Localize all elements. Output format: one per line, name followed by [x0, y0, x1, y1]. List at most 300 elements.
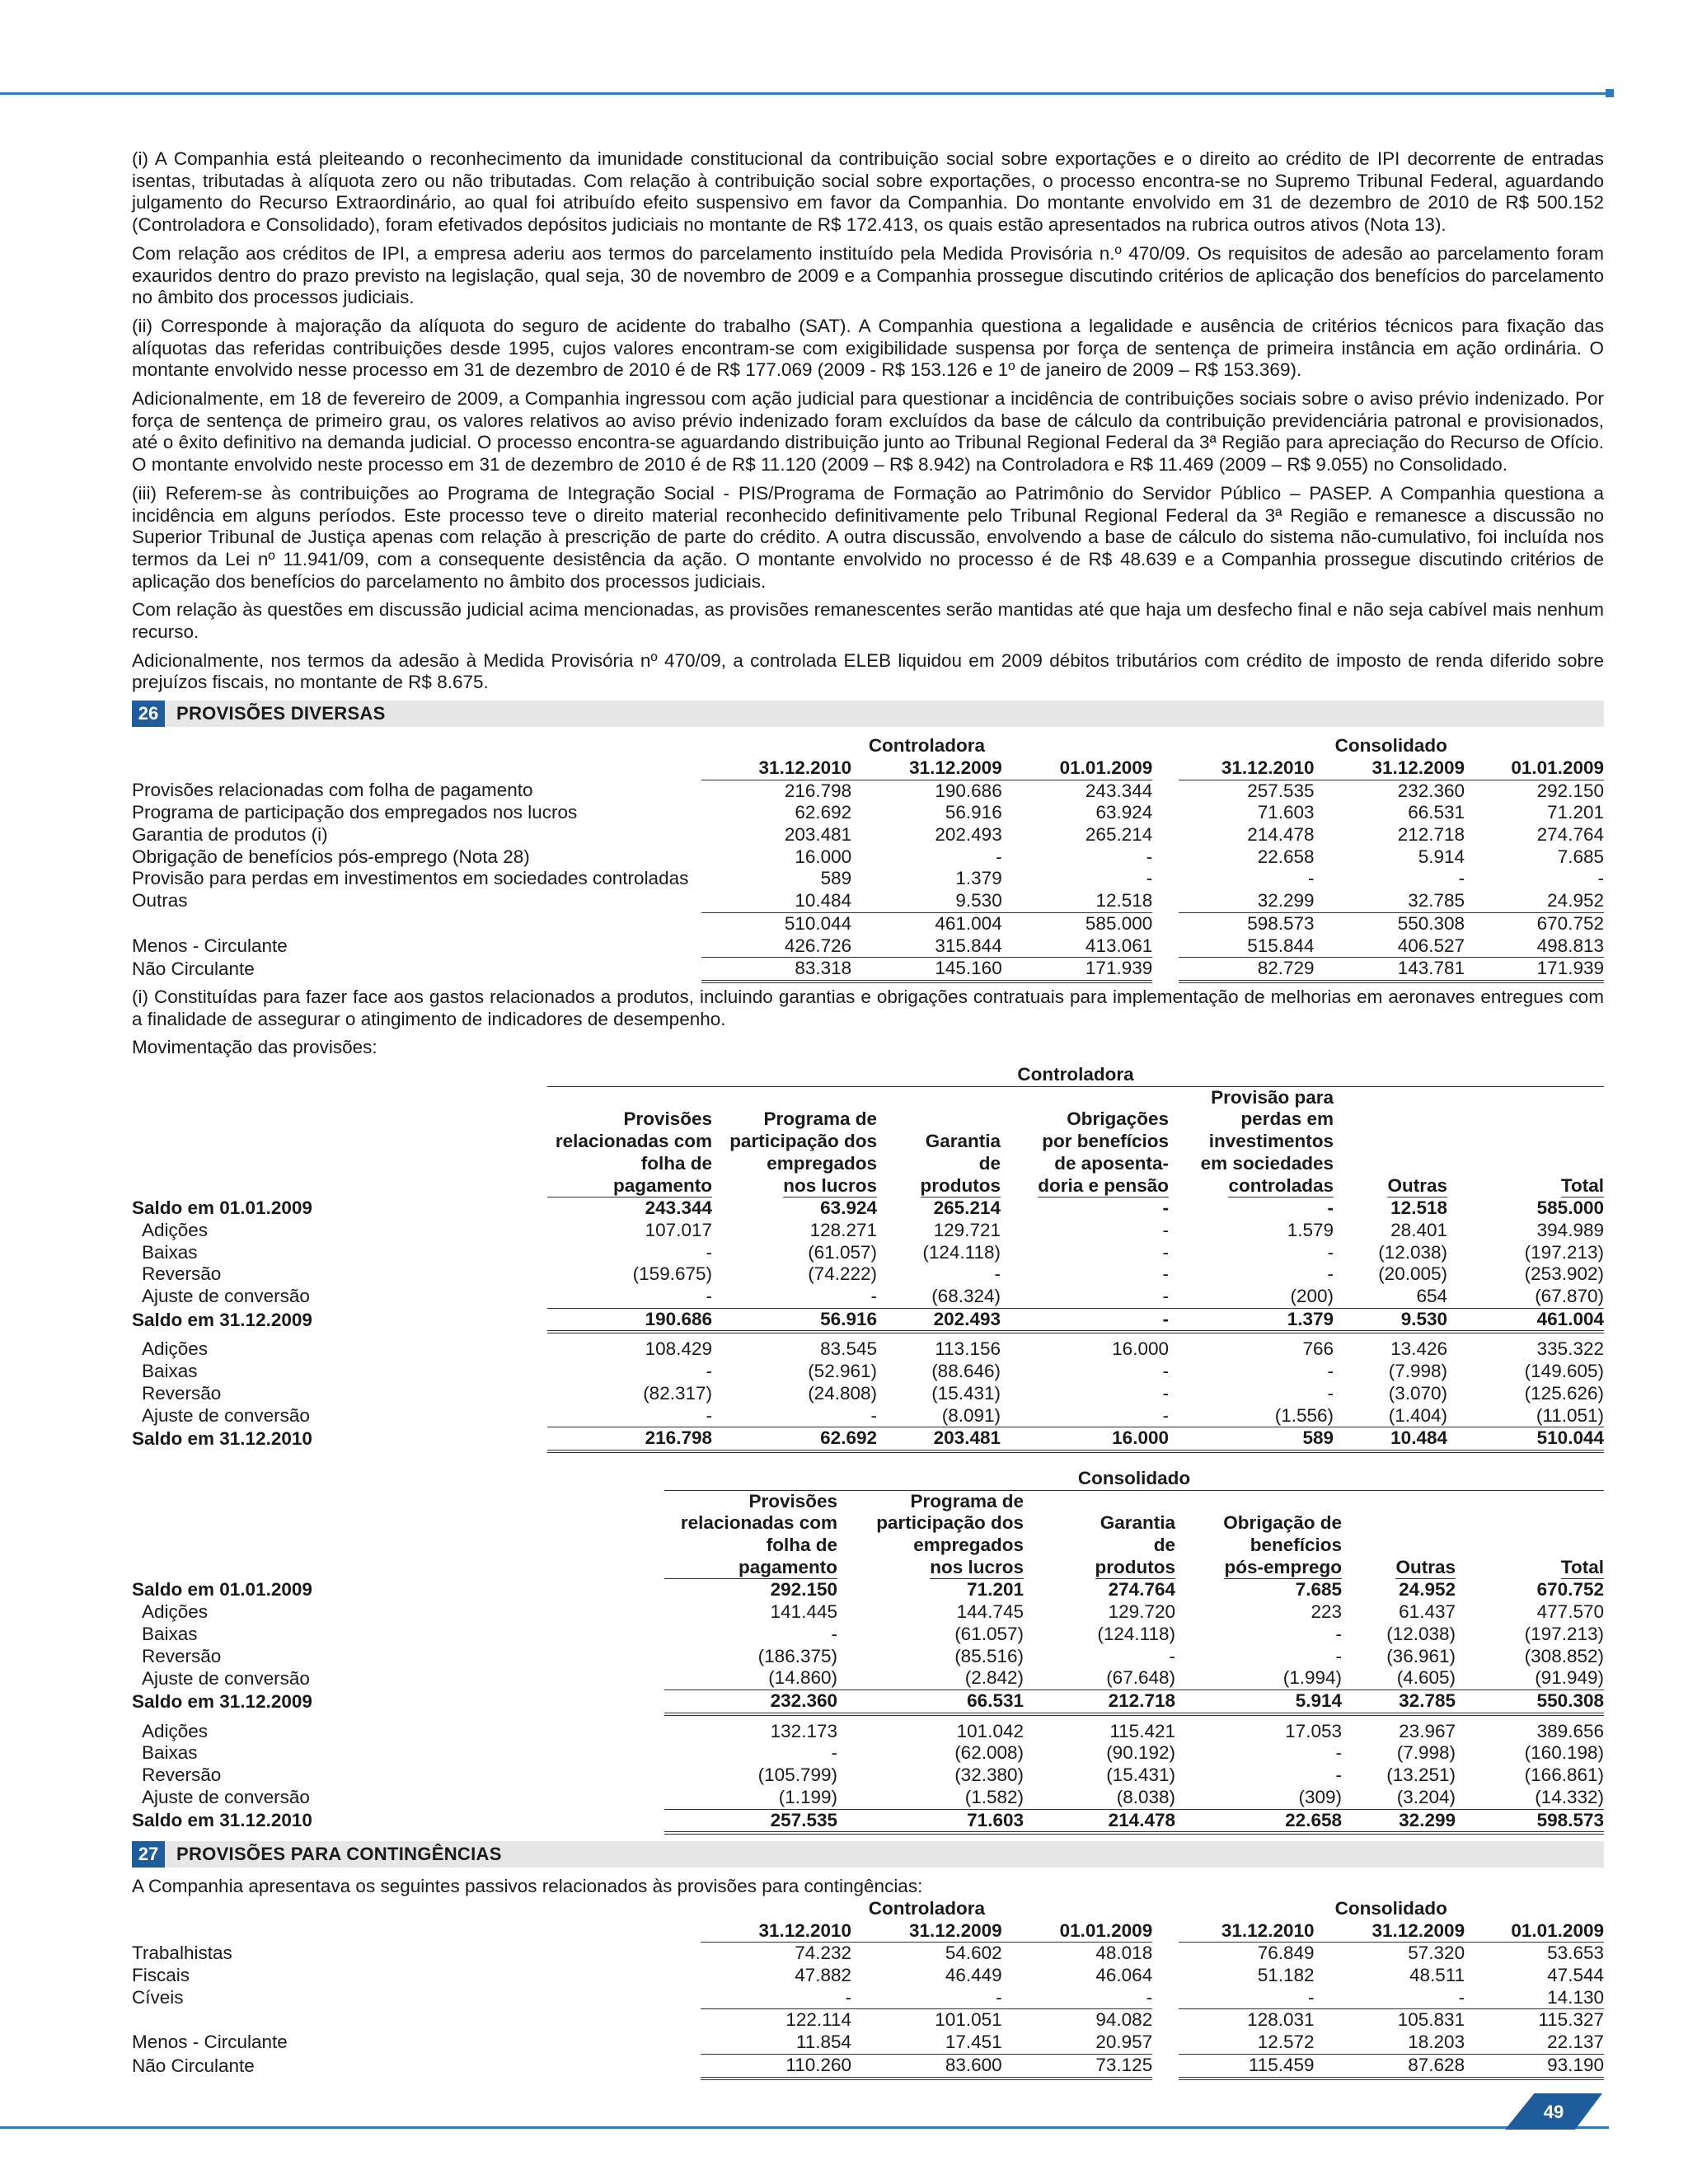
spacer: [1152, 868, 1178, 890]
cell-value: 48.511: [1409, 1965, 1465, 1986]
cell-value: 292.150: [1536, 780, 1604, 801]
cell-value: 66.531: [1408, 802, 1465, 823]
cell-value: -: [706, 1361, 712, 1382]
row-label: Adições: [142, 1338, 209, 1360]
cell-value: 585.000: [1085, 912, 1153, 934]
cell-value: (308.852): [1524, 1645, 1604, 1666]
cell-value: (8.091): [877, 1405, 1001, 1427]
header-line: de aposenta-: [1054, 1152, 1169, 1174]
cell-value: (124.118): [1097, 1623, 1175, 1644]
header-line: de: [1153, 1535, 1175, 1556]
movement-controladora-table: [132, 1064, 1604, 1453]
cell-value: -: [1179, 1987, 1315, 2009]
table-row: [132, 846, 1604, 869]
cell-value: (186.375): [757, 1645, 837, 1666]
cell-value: -: [1162, 1361, 1169, 1382]
group-consolidado: Consolidado: [1334, 1897, 1447, 1919]
table-corner: [132, 757, 701, 780]
cell-value: 16.000: [1112, 1338, 1169, 1360]
header-line: Provisão para: [1211, 1086, 1334, 1108]
cell-value: 171.939: [1465, 958, 1604, 982]
cell-value: 1.579: [1287, 1219, 1334, 1240]
table-row: [132, 1338, 1604, 1361]
table-corner: [132, 1086, 547, 1197]
row-label: Outras: [132, 890, 188, 912]
cell-value: 243.344: [645, 1197, 712, 1219]
row-label: Saldo em 31.12.2010: [132, 1810, 312, 1831]
cell-value: 406.527: [1315, 935, 1465, 958]
table-corner: [132, 1920, 701, 1943]
spacer: [1152, 958, 1178, 982]
cell-value: 243.344: [1085, 780, 1153, 801]
cell-value: 23.967: [1399, 1720, 1456, 1741]
cell-value: 51.182: [1257, 1965, 1315, 1986]
cell-value: 171.939: [1002, 958, 1153, 982]
cell-value: 22.658: [1257, 846, 1315, 867]
intro-paragraph: Adicionalmente, nos termos da adesão à Medida Provisória nº 470/09, a controlada ELEB liquidou em 2009 débitos tributários com crédito de imposto de renda diferido sobre prejuízos fiscais, no montante de R$ 8.675.: [132, 649, 1604, 693]
cell-value: 62.692: [712, 1427, 877, 1451]
header-line: Provisões: [623, 1108, 712, 1130]
row-label: Ajuste de conversão: [142, 1404, 310, 1426]
cell-value: 598.573: [1247, 912, 1315, 934]
column-header: 01.01.2009: [1465, 757, 1604, 780]
table-row: [132, 1308, 1604, 1332]
row-label: Reversão: [142, 1765, 222, 1786]
cell-value: (105.799): [757, 1765, 837, 1786]
cell-value: 115.327: [1538, 2009, 1604, 2031]
row-label: Saldo em 31.12.2009: [132, 1309, 312, 1330]
cell-value: -: [1002, 1987, 1153, 2009]
header-line: investimentos: [1208, 1131, 1334, 1152]
cell-value: 48.018: [1095, 1943, 1153, 1964]
cell-value: (197.213): [1524, 1623, 1604, 1644]
cell-value: 461.004: [935, 912, 1002, 934]
section-27-intro: A Companhia apresentava os seguintes passivos relacionados às provisões para contingências:: [132, 1876, 923, 1897]
cell-value: 53.653: [1547, 1943, 1604, 1964]
cell-value: 141.445: [770, 1601, 837, 1623]
column-header: 01.01.2009: [1002, 1920, 1153, 1943]
cell-value: (15.431): [931, 1382, 1001, 1404]
table-row: [132, 1405, 1604, 1427]
cell-value: 57.320: [1408, 1943, 1465, 1964]
row-label: Baixas: [142, 1241, 198, 1263]
cell-value: -: [831, 1623, 837, 1644]
header-line: nos lucros: [930, 1557, 1024, 1580]
cell-value: (74.222): [808, 1263, 877, 1285]
cell-value: -: [712, 1286, 877, 1308]
cell-value: 202.493: [935, 823, 1002, 845]
cell-value: 214.478: [1247, 823, 1315, 845]
spacer: [1152, 1943, 1178, 1965]
row-label: Ajuste de conversão: [142, 1667, 310, 1689]
cell-value: 129.721: [933, 1219, 1001, 1240]
cell-value: 47.882: [795, 1965, 852, 1986]
column-header: 01.01.2009: [1002, 757, 1153, 780]
cell-value: (7.998): [1388, 1361, 1447, 1382]
row-label: Não Circulante: [132, 958, 255, 979]
header-line: perdas em: [1240, 1108, 1334, 1130]
row-label: Não Circulante: [132, 2055, 255, 2076]
cell-value: -: [1162, 1263, 1169, 1285]
cell-value: -: [712, 1405, 877, 1427]
cell-value: 216.798: [547, 1427, 712, 1451]
table-row: [132, 890, 1604, 912]
cell-value: -: [1162, 1241, 1169, 1263]
cell-value: -: [996, 846, 1002, 867]
column-header: [837, 1490, 1024, 1579]
row-label: Reversão: [142, 1382, 222, 1404]
section-27-title: PROVISÕES PARA CONTINGÊNCIAS: [176, 1843, 502, 1864]
top-rule-dot: [1606, 89, 1614, 97]
cell-value: 105.831: [1397, 2009, 1465, 2031]
cell-value: 190.686: [935, 780, 1002, 801]
cell-value: 203.481: [877, 1427, 1001, 1451]
cell-value: 274.764: [1108, 1579, 1175, 1601]
cell-value: (3.070): [1388, 1382, 1447, 1404]
cell-value: 71.603: [1257, 802, 1315, 823]
cell-value: 212.718: [1397, 823, 1465, 845]
bottom-rule: [0, 2126, 1609, 2129]
header-line: Provisões: [748, 1490, 837, 1511]
cell-value: -: [1169, 1645, 1175, 1666]
cell-value: 335.322: [1536, 1338, 1604, 1360]
cell-value: 46.064: [1095, 1965, 1153, 1986]
row-gap: [132, 1332, 1604, 1338]
header-line: produtos: [921, 1175, 1001, 1198]
column-header: [712, 1086, 877, 1197]
cell-value: (159.675): [632, 1263, 712, 1285]
cell-value: -: [1335, 1742, 1342, 1764]
cell-value: (124.118): [922, 1241, 1001, 1263]
cell-value: 145.160: [851, 958, 1002, 982]
cell-value: 83.318: [701, 958, 852, 982]
header-line: empregados: [913, 1535, 1024, 1556]
table-row: [132, 1721, 1604, 1743]
cell-value: 550.308: [1456, 1690, 1604, 1714]
cell-value: (8.038): [1024, 1787, 1175, 1809]
cell-value: 144.745: [956, 1601, 1024, 1623]
cell-value: 73.125: [1002, 2054, 1153, 2078]
group-consolidado: Consolidado: [1334, 735, 1447, 757]
movement-consolidado-table: [132, 1468, 1604, 1835]
column-header: [1447, 1086, 1604, 1197]
contingencias-table: [132, 1898, 1604, 2080]
column-header: [1001, 1086, 1169, 1197]
cell-value: (36.961): [1386, 1645, 1456, 1666]
header-line: folha de pagamento: [547, 1153, 712, 1197]
table-row: [132, 1579, 1604, 1601]
row-label: Menos - Circulante: [132, 935, 288, 956]
cell-value: (88.646): [931, 1361, 1001, 1382]
cell-value: 82.729: [1179, 958, 1315, 982]
column-header: [1169, 1086, 1334, 1197]
cell-value: (1.556): [1169, 1405, 1334, 1427]
table-row: [132, 1943, 1604, 1965]
cell-value: (2.842): [837, 1667, 1024, 1690]
header-line: Programa de: [763, 1108, 877, 1130]
table-row: [132, 1646, 1604, 1668]
cell-value: (200): [1169, 1286, 1334, 1308]
cell-value: 13.426: [1390, 1338, 1447, 1360]
cell-value: (32.380): [954, 1765, 1024, 1786]
spacer: [1152, 802, 1178, 824]
table-row: [132, 1787, 1604, 1809]
cell-value: -: [1162, 1197, 1169, 1219]
table-row: [132, 1197, 1604, 1220]
table-row: [132, 935, 1604, 958]
cell-value: (125.626): [1524, 1382, 1604, 1404]
table-row: [132, 1987, 1604, 2009]
column-header: [1342, 1490, 1456, 1579]
cell-value: 232.360: [1397, 780, 1465, 801]
cell-value: (12.038): [1386, 1623, 1456, 1644]
row-label: Obrigação de benefícios pós-emprego (Nota 28): [132, 846, 530, 867]
table-row: [132, 1667, 1604, 1690]
cell-value: 94.082: [1095, 2009, 1153, 2031]
cell-value: 83.600: [851, 2054, 1002, 2078]
spacer: [1152, 846, 1178, 869]
cell-value: 413.061: [1002, 935, 1153, 958]
spacer: [1152, 2032, 1178, 2054]
section-27-header: [132, 1841, 1604, 1868]
cell-value: -: [831, 1742, 837, 1764]
row-label: Menos - Circulante: [132, 2032, 288, 2053]
header-line: por benefícios: [1042, 1131, 1169, 1152]
cell-value: (15.431): [1106, 1765, 1175, 1786]
cell-value: 101.042: [956, 1720, 1024, 1741]
cell-value: (1.994): [1175, 1667, 1342, 1690]
cell-value: 7.685: [1557, 846, 1604, 867]
cell-value: (253.902): [1524, 1263, 1604, 1285]
cell-value: 83.545: [820, 1338, 877, 1360]
cell-value: (82.317): [643, 1382, 712, 1404]
cell-value: 71.201: [967, 1579, 1024, 1601]
header-line: Obrigação de: [1223, 1512, 1342, 1534]
cell-value: (90.192): [1106, 1742, 1175, 1764]
cell-value: 113.156: [935, 1338, 1001, 1360]
cell-value: (68.324): [877, 1286, 1001, 1308]
cell-value: -: [1001, 1308, 1169, 1332]
section-26-number: 26: [132, 701, 165, 727]
cell-value: (13.251): [1386, 1765, 1456, 1786]
header-line: Outras: [1395, 1557, 1456, 1580]
column-header: 31.12.2009: [1315, 1920, 1465, 1943]
column-header: [664, 1490, 837, 1579]
cell-value: 315.844: [851, 935, 1002, 958]
cell-value: -: [1315, 1987, 1465, 2009]
column-header: 31.12.2009: [1315, 757, 1465, 780]
cell-value: 32.299: [1179, 890, 1315, 912]
header-line: Garantia: [1100, 1512, 1175, 1534]
header-line: participação dos: [876, 1512, 1024, 1534]
cell-value: 129.720: [1108, 1601, 1175, 1623]
cell-value: -: [1327, 1263, 1334, 1285]
cell-value: 223: [1311, 1601, 1342, 1623]
spacer: [1152, 2009, 1178, 2032]
cell-value: 32.785: [1315, 890, 1465, 912]
row-label: Saldo em 01.01.2009: [132, 1197, 312, 1219]
row-label: Reversão: [142, 1263, 222, 1285]
table-row: [132, 1263, 1604, 1286]
column-header: 31.12.2009: [851, 757, 1002, 780]
spacer: [1152, 780, 1178, 802]
header-line: Programa de: [910, 1490, 1024, 1511]
table-row: [132, 802, 1604, 824]
cell-value: -: [994, 1263, 1001, 1285]
table-row: [132, 2054, 1604, 2078]
cell-value: 20.957: [1002, 2032, 1153, 2054]
cell-value: 477.570: [1536, 1601, 1604, 1623]
spacer: [1152, 1965, 1178, 1987]
cell-value: 292.150: [770, 1579, 837, 1601]
cell-value: 76.849: [1257, 1943, 1315, 1964]
intro-paragraph: (ii) Corresponde à majoração da alíquota do seguro de acidente do trabalho (SAT). A Companhia questiona a legalidade e ausência de critérios técnicos para fixação das alíquotas das referidas contribuições desde 1995, cujos valores encontram-se com exigibilidade suspensa por força de sentença de primeira instância em ação ordinária. O montante envolvido nesse processo em 31 de dezembro de 2010 é de R$ 177.069 (2009 - R$ 153.126 e 1º de janeiro de 2009 – R$ 153.369).: [132, 315, 1604, 381]
cell-value: 101.051: [935, 2009, 1002, 2031]
cell-value: (4.605): [1342, 1667, 1456, 1690]
cell-value: 265.214: [1085, 823, 1153, 845]
cell-value: 10.484: [1334, 1427, 1447, 1451]
cell-value: 32.785: [1342, 1690, 1456, 1714]
column-header: [1024, 1490, 1175, 1579]
cell-value: 515.844: [1179, 935, 1315, 958]
cell-value: 10.484: [701, 890, 852, 912]
table-row: [132, 1690, 1604, 1714]
cell-value: (24.808): [808, 1382, 877, 1404]
column-header: [1456, 1490, 1604, 1579]
cell-value: 18.203: [1315, 2032, 1465, 2054]
cell-value: 461.004: [1447, 1308, 1604, 1332]
row-label: Adições: [142, 1601, 209, 1623]
spacer: [1152, 757, 1178, 780]
cell-value: -: [1146, 846, 1153, 867]
row-label: Saldo em 31.12.2009: [132, 1690, 312, 1712]
cell-value: 22.658: [1175, 1809, 1342, 1833]
cell-value: 5.914: [1175, 1690, 1342, 1714]
column-header: [1334, 1086, 1447, 1197]
cell-value: -: [1146, 868, 1153, 889]
row-label: Provisão para perdas em investimentos em sociedades controladas: [132, 868, 689, 889]
cell-value: 66.531: [837, 1690, 1024, 1714]
header-line: de: [978, 1152, 1001, 1174]
cell-value: 128.031: [1247, 2009, 1315, 2031]
cell-value: 24.952: [1465, 890, 1604, 912]
row-label: Ajuste de conversão: [142, 1787, 310, 1808]
cell-value: 12.572: [1179, 2032, 1315, 2054]
header-line: produtos: [1095, 1557, 1175, 1580]
cell-value: 265.214: [933, 1197, 1001, 1219]
section-27-number: 27: [132, 1841, 165, 1868]
cell-value: 16.000: [1001, 1427, 1169, 1451]
row-label: Cíveis: [132, 1986, 184, 2008]
cell-value: 190.686: [547, 1308, 712, 1332]
header-line: relacionadas com: [555, 1131, 712, 1152]
page-number: 49: [1543, 2102, 1564, 2122]
cell-value: 589: [1169, 1427, 1334, 1451]
cell-value: 108.429: [645, 1338, 712, 1360]
cell-value: 9.530: [1334, 1308, 1447, 1332]
table-row: [132, 1361, 1604, 1383]
header-line: nos lucros: [783, 1175, 877, 1198]
cell-value: -: [701, 1987, 851, 2009]
table-row: [132, 2009, 1604, 2032]
cell-value: (1.199): [664, 1787, 837, 1809]
table-row: [132, 1383, 1604, 1405]
section-26-note: (i) Constituídas para fazer face aos gastos relacionados a produtos, incluindo garantias e obrigações contratuais para implementação de melhorias em aeronaves entregues com a finalidade de assegurar o atingimento de indicadores de desempenho.: [132, 986, 1604, 1029]
cell-value: (1.404): [1334, 1405, 1447, 1427]
cell-value: (62.008): [954, 1742, 1024, 1764]
cell-value: (11.051): [1447, 1405, 1604, 1427]
cell-value: 5.914: [1418, 846, 1465, 867]
row-label: Adições: [142, 1720, 209, 1741]
cell-value: 93.190: [1465, 2054, 1604, 2078]
cell-value: 74.232: [795, 1943, 852, 1964]
table-row: [132, 824, 1604, 846]
cell-value: -: [1001, 1405, 1169, 1427]
cell-value: 132.173: [770, 1720, 837, 1741]
cell-value: 12.518: [1002, 890, 1153, 912]
cell-value: 22.137: [1465, 2032, 1604, 2054]
cell-value: (7.998): [1396, 1742, 1456, 1764]
cell-value: 110.260: [701, 2054, 851, 2078]
cell-value: 28.401: [1390, 1219, 1447, 1240]
cell-value: (91.949): [1456, 1667, 1604, 1690]
cell-value: 585.000: [1536, 1197, 1604, 1219]
column-header: [877, 1086, 1001, 1197]
cell-value: 12.518: [1390, 1197, 1447, 1219]
cell-value: -: [547, 1286, 712, 1308]
header-line: relacionadas com: [680, 1512, 837, 1534]
cell-value: -: [706, 1241, 712, 1263]
intro-paragraphs: [132, 148, 1604, 694]
cell-value: 87.628: [1315, 2054, 1465, 2078]
intro-paragraph: Adicionalmente, em 18 de fevereiro de 2009, a Companhia ingressou com ação judicial para questionar a incidência de contribuições sociais sobre o aviso prévio indenizado. Por força de sentença de primeiro grau, os valores relativos ao aviso prévio indenizado foram excluídos da base de cálculo da contribuição previdenciária patronal e provisionados, até o êxito definitivo na demanda judicial. O processo encontra-se aguardando distribuição junto ao Tribunal Regional Federal da 3ª Região para apreciação do Recurso de Ofício. O montante envolvido neste processo em 31 de dezembro de 2010 é de R$ 11.120 (2009 – R$ 8.942) na Controladora e R$ 11.469 (2009 – R$ 9.055) no Consolidado.: [132, 388, 1604, 476]
column-header: 31.12.2009: [851, 1920, 1002, 1943]
cell-value: -: [1162, 1219, 1169, 1240]
top-rule: [0, 92, 1609, 95]
cell-value: 17.451: [851, 2032, 1002, 2054]
header-line: Obrigações: [1067, 1108, 1169, 1130]
spacer: [1152, 890, 1178, 912]
table-row: [132, 1601, 1604, 1624]
cell-value: 32.299: [1342, 1809, 1456, 1833]
cell-value: 510.044: [784, 912, 852, 934]
cell-value: -: [851, 1987, 1002, 2009]
column-header: 31.12.2010: [1179, 757, 1315, 780]
cell-value: (197.213): [1524, 1241, 1604, 1263]
header-line: Garantia: [925, 1131, 1001, 1152]
section-26-header: [132, 701, 1604, 727]
cell-value: 128.271: [809, 1219, 877, 1240]
intro-paragraph: (i) A Companhia está pleiteando o reconhecimento da imunidade constitucional da contribuição social sobre exportações e o direito ao crédito de IPI decorrente de entradas isentas, tributadas à alíquota zero ou não tributadas. Com relação à contribuição social sobre exportações, o processo encontra-se no Supremo Tribunal Federal, aguardando julgamento do Recurso Extraordinário, ao qual foi atribuído efeito suspensivo em favor da Companhia. Do montante envolvido em 31 de dezembro de 2010 de R$ 500.152 (Controladora e Consolidado), foram efetivados depósitos judiciais no montante de R$ 172.413, os quais estão apresentados na rubrica outros ativos (Nota 13).: [132, 148, 1604, 236]
header-line: pós-emprego: [1224, 1557, 1342, 1580]
row-label: Provisões relacionadas com folha de pagamento: [132, 780, 533, 801]
cell-value: 61.437: [1399, 1601, 1456, 1623]
row-label: Baixas: [142, 1742, 198, 1764]
table-row: [132, 1965, 1604, 1987]
page-content: [132, 148, 1604, 2080]
row-label: Fiscais: [132, 1965, 190, 1986]
cell-value: 71.201: [1547, 802, 1604, 823]
cell-value: 107.017: [645, 1219, 712, 1240]
cell-value: 122.114: [785, 2009, 852, 2031]
cell-value: -: [1597, 868, 1604, 889]
header-line: Total: [1561, 1175, 1604, 1198]
cell-value: (12.038): [1378, 1241, 1447, 1263]
cell-value: 589: [820, 868, 852, 889]
row-label: Saldo em 31.12.2010: [132, 1428, 312, 1450]
cell-value: 56.916: [712, 1308, 877, 1332]
cell-value: 143.781: [1315, 958, 1465, 982]
